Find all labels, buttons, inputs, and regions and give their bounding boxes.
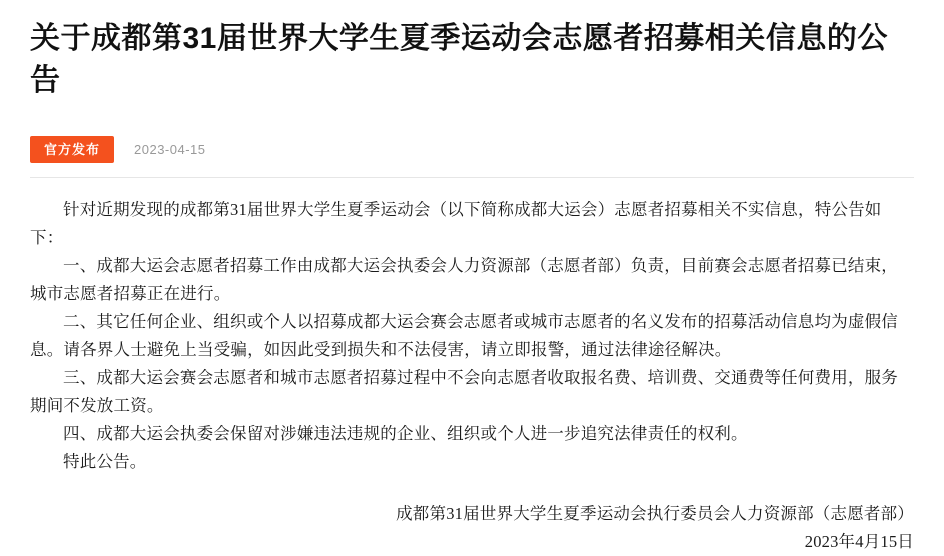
signature-block [30, 500, 914, 556]
signature-organization: 成都第31届世界大学生夏季运动会执行委员会人力资源部（志愿者部） [396, 504, 914, 523]
meta-divider [30, 177, 914, 178]
page-title: 关于成都第31届世界大学生夏季运动会志愿者招募相关信息的公告 [30, 22, 888, 97]
body-paragraph: 一、成都大运会志愿者招募工作由成都大运会执委会人力资源部（志愿者部）负责，目前赛会志愿者招募已结束，城市志愿者招募正在进行。 [30, 256, 898, 303]
signature-date: 2023年4月15日 [804, 532, 914, 551]
article-meta [30, 136, 914, 163]
body-paragraph: 二、其它任何企业、组织或个人以招募成都大运会赛会志愿者或城市志愿者的名义发布的招募活动信息均为虚假信息。请各界人士避免上当受骗，如因此受到损失和不法侵害，请立即报警，通过法律途径解决。 [30, 312, 898, 359]
status-badge: 官方发布 [30, 136, 114, 163]
body-paragraph: 三、成都大运会赛会志愿者和城市志愿者招募过程中不会向志愿者收取报名费、培训费、交通费等任何费用，服务期间不发放工资。 [30, 368, 898, 415]
body-paragraph: 针对近期发现的成都第31届世界大学生夏季运动会（以下简称成都大运会）志愿者招募相关不实信息，特公告如下： [30, 200, 882, 247]
publish-date: 2023-04-15 [134, 142, 206, 157]
body-paragraph: 特此公告。 [63, 452, 147, 471]
article-body [30, 196, 914, 476]
body-paragraph: 四、成都大运会执委会保留对涉嫌违法违规的企业、组织或个人进一步追究法律责任的权利。 [63, 424, 748, 443]
